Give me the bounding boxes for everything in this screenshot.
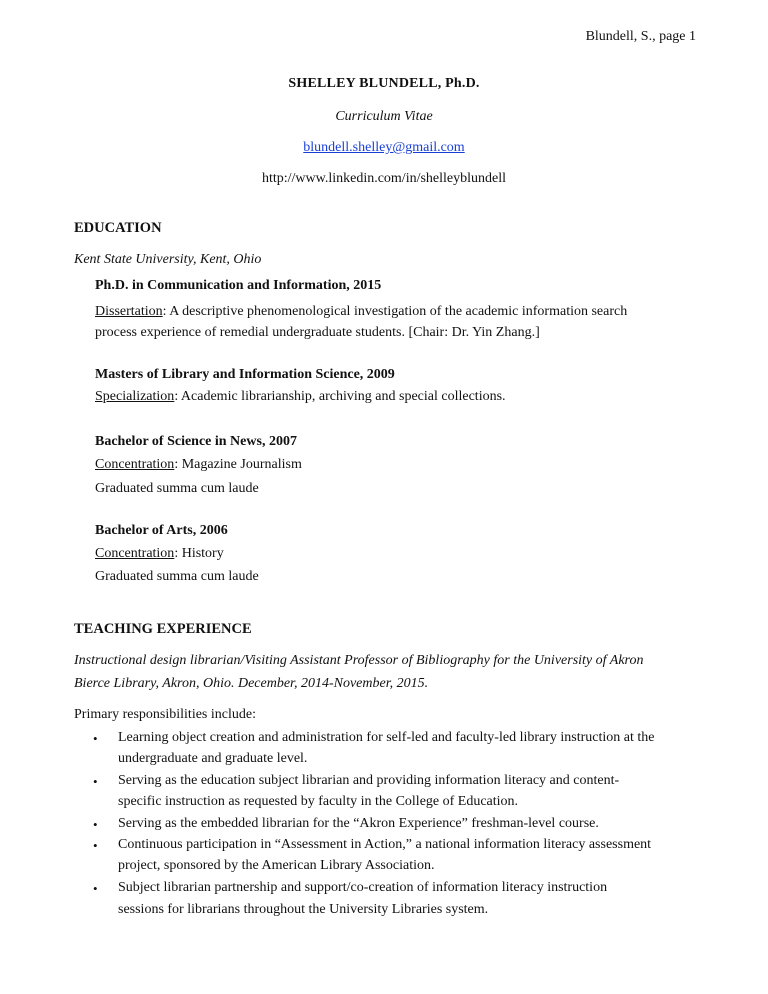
ba-concentration-line — [95, 546, 224, 562]
bs-concentration-line — [95, 457, 302, 473]
bullet-5-line-2: sessions for librarians throughout the University Libraries system. — [118, 902, 489, 917]
specialization-text: : Academic librarianship, archiving and special collections. — [174, 389, 506, 404]
bullet-icon: • — [93, 731, 98, 746]
dissertation-line-2: process experience of remedial undergraduate students. [Chair: Dr. Yin Zhang.] — [95, 325, 540, 340]
bullet-icon: • — [93, 838, 98, 853]
bullet-2-line-2: specific instruction as requested by faculty in the College of Education. — [118, 794, 519, 809]
specialization-label: Specialization — [95, 389, 175, 404]
bullet-1-line-1: Learning object creation and administration for self-led and faculty-led library instruction at the — [118, 730, 655, 745]
bs-concentration-text: : Magazine Journalism — [174, 457, 302, 472]
ba-degree: Bachelor of Arts, 2006 — [95, 523, 228, 538]
specialization-line — [95, 389, 506, 405]
bullet-icon: • — [93, 817, 98, 832]
dissertation-line-1 — [95, 304, 627, 320]
position-line-1: Instructional design librarian/Visiting Assistant Professor of Bibliography for the University of Akron — [74, 653, 644, 668]
bullet-4-line-1: Continuous participation in “Assessment in Action,” a national information literacy assessment — [118, 837, 652, 852]
bs-degree: Bachelor of Science in News, 2007 — [95, 434, 297, 449]
bullet-icon: • — [93, 774, 98, 789]
ba-honors: Graduated summa cum laude — [95, 569, 259, 584]
bullet-3-line-1: Serving as the embedded librarian for the “Akron Experience” freshman-level course. — [118, 816, 599, 831]
teaching-heading: TEACHING EXPERIENCE — [74, 621, 252, 637]
institution: Kent State University, Kent, Ohio — [74, 252, 262, 267]
bullet-2-line-1: Serving as the education subject librarian and providing information literacy and content- — [118, 773, 620, 788]
email-link[interactable]: blundell.shelley@gmail.com — [303, 140, 465, 155]
running-head: Blundell, S., page 1 — [585, 29, 696, 44]
mlis-degree: Masters of Library and Information Science, 2009 — [95, 367, 395, 382]
cv-name: SHELLEY BLUNDELL, Ph.D. — [288, 76, 480, 91]
phd-degree: Ph.D. in Communication and Information, 2015 — [95, 278, 382, 293]
position-line-2: Bierce Library, Akron, Ohio. December, 2014-November, 2015. — [74, 676, 429, 691]
education-heading: EDUCATION — [74, 220, 162, 236]
bs-honors: Graduated summa cum laude — [95, 481, 259, 496]
dissertation-text-1: : A descriptive phenomenological investigation of the academic information search — [162, 304, 628, 319]
dissertation-label: Dissertation — [95, 304, 163, 319]
bullet-4-line-2: project, sponsored by the American Library Association. — [118, 858, 435, 873]
ba-concentration-text: : History — [174, 546, 224, 561]
bs-concentration-label: Concentration — [95, 457, 175, 472]
bullet-5-line-1: Subject librarian partnership and support/co-creation of information literacy instruction — [118, 880, 608, 895]
bullet-icon: • — [93, 881, 98, 896]
ba-concentration-label: Concentration — [95, 546, 175, 561]
responsibilities-intro: Primary responsibilities include: — [74, 707, 256, 722]
cv-subtitle: Curriculum Vitae — [335, 109, 433, 124]
linkedin-url: http://www.linkedin.com/in/shelleyblundell — [261, 171, 507, 186]
bullet-1-line-2: undergraduate and graduate level. — [118, 751, 308, 766]
